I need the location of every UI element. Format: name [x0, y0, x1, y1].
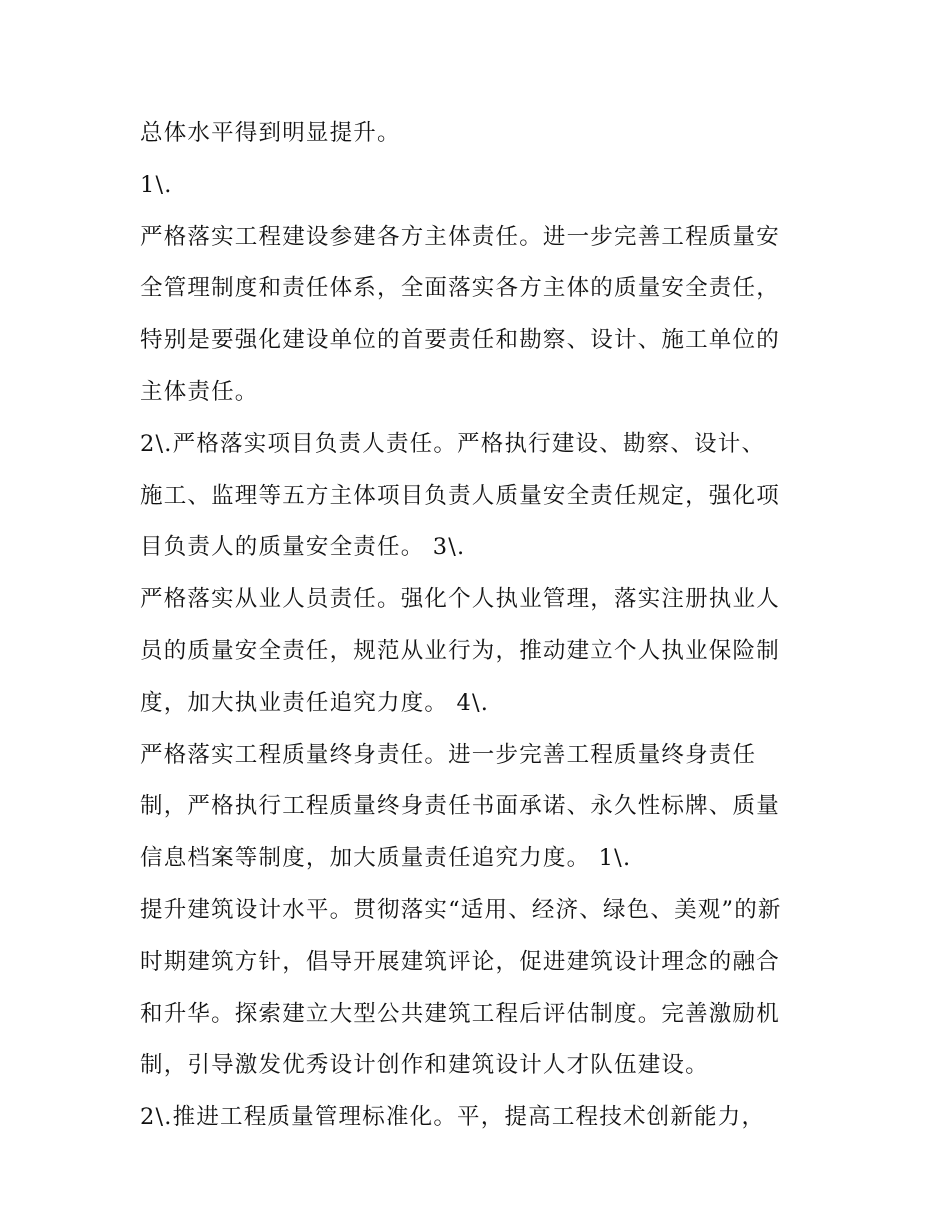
text-line: 总体水平得到明显提升。 — [140, 120, 401, 146]
text-line: 主体责任。 — [140, 378, 259, 405]
text-line: 2\.严格落实项目负责人责任。严格执行建设、勘察、设计、 — [140, 430, 766, 457]
text-line: 和升华。探索建立大型公共建筑工程后评估制度。完善激励机 — [140, 1000, 780, 1027]
text-line: 制，严格执行工程质量终身责任书面承诺、永久性标牌、质量 — [140, 793, 780, 820]
text-line: 1\. — [140, 171, 173, 198]
text-line: 严格落实工程建设参建各方主体责任。进一步完善工程质量安 — [140, 223, 780, 250]
text-line: 制，引导激发优秀设计创作和建筑设计人才队伍建设。 — [140, 1052, 709, 1079]
text-line: 2\.推进工程质量管理标准化。平，提高工程技术创新能力， — [140, 1104, 766, 1131]
text-line: 度，加大执业责任追究力度。 4\. — [140, 689, 490, 716]
text-line: 信息档案等制度，加大质量责任追究力度。 1\. — [140, 845, 632, 872]
text-line: 时期建筑方针，倡导开展建筑评论，促进建筑设计理念的融合 — [140, 948, 780, 975]
document-body — [140, 108, 816, 1144]
text-line: 严格落实工程质量终身责任。进一步完善工程质量终身责任 — [140, 741, 757, 768]
text-line: 严格落实从业人员责任。强化个人执业管理，落实注册执业人 — [140, 586, 780, 613]
text-line: 员的质量安全责任，规范从业行为，推动建立个人执业保险制 — [140, 637, 780, 664]
text-line: 目负责人的质量安全责任。 3\. — [140, 534, 466, 561]
text-line: 施工、监理等五方主体项目负责人质量安全责任规定，强化项 — [140, 482, 780, 509]
text-line: 提升建筑设计水平。贯彻落实“适用、经济、绿色、美观”的新 — [140, 896, 782, 923]
text-line: 特别是要强化建设单位的首要责任和勘察、设计、施工单位的 — [140, 327, 780, 354]
text-line: 全管理制度和责任体系，全面落实各方主体的质量安全责任， — [140, 275, 780, 302]
